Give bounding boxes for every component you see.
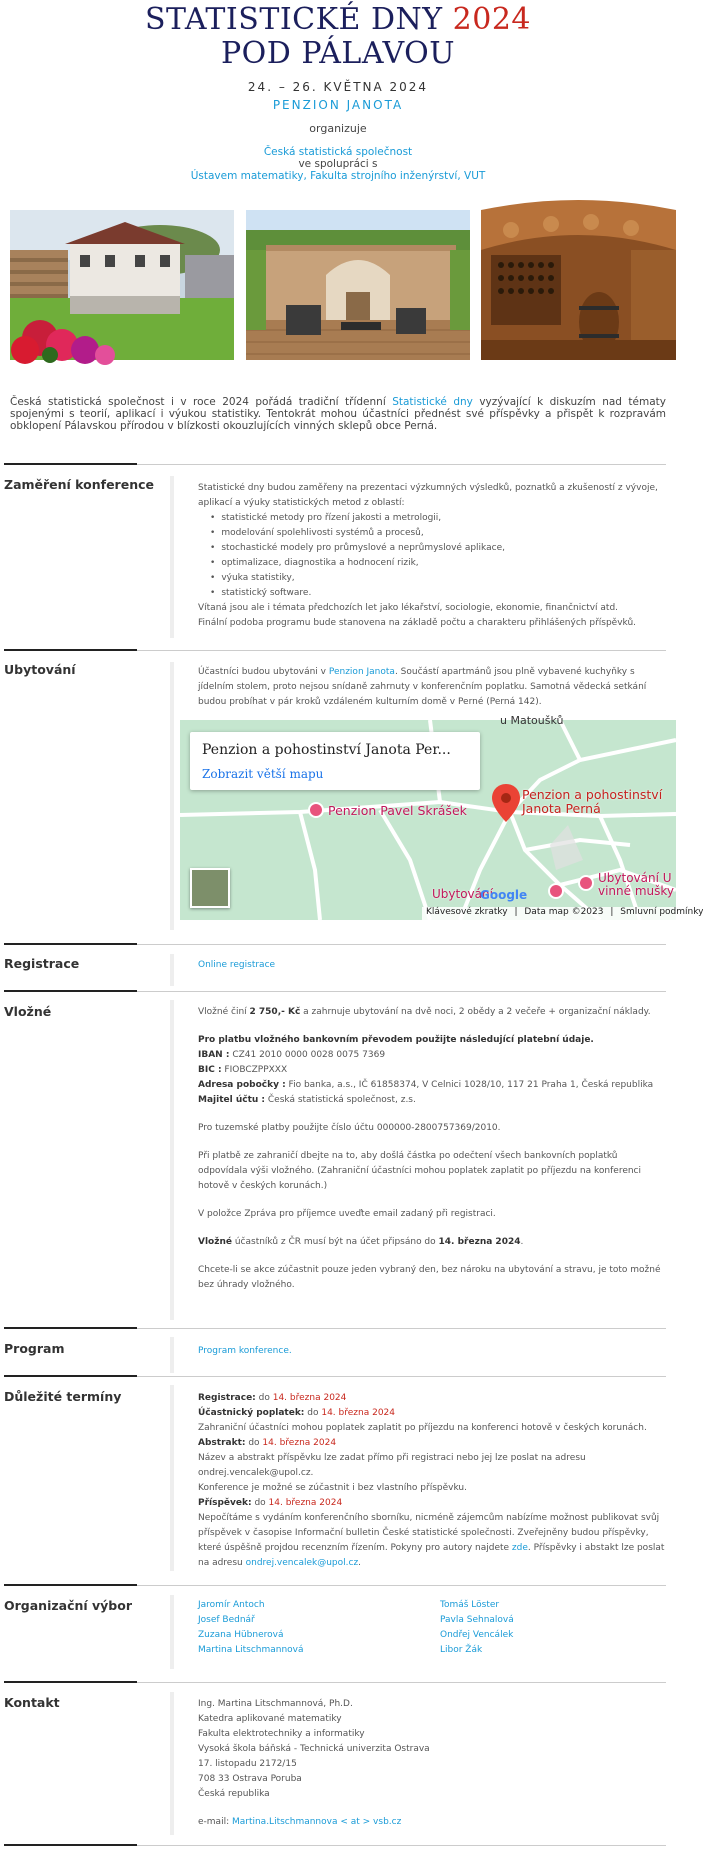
iban-label: IBAN :	[198, 1050, 230, 1060]
title-main: STATISTICKÉ DNY	[144, 2, 443, 37]
deadline-label: Příspěvek:	[198, 1498, 252, 1508]
page-subtitle: POD PÁLAVOU	[220, 36, 456, 71]
fee-deadline-row	[198, 1406, 666, 1421]
penzion-janota-link[interactable]: Penzion Janota	[328, 667, 395, 677]
event-dates: 24. – 26. KVĚTNA 2024	[247, 80, 429, 94]
accommodation-body	[198, 665, 666, 710]
fee-body	[198, 1005, 666, 1293]
abroad-note: Při platbě ze zahraničí dbejte na to, aby došlá částka po odečtení všech bankovních poplatků odpovídala výši vložného. (Zahraniční účastníci mohou poplatek zaplatit po příjezdu na konferenci hotově v českých korunách.)	[198, 1151, 642, 1191]
section-title-fee: Vložné	[4, 1004, 52, 1019]
fee-deadline-end: .	[520, 1237, 524, 1247]
section-divider	[4, 1328, 666, 1329]
committee-member-link[interactable]: Jaromír Antoch	[198, 1600, 265, 1610]
contribution-email-link[interactable]: ondrej.vencalek@upol.cz	[245, 1558, 359, 1568]
section-bar	[170, 662, 174, 930]
section-divider	[4, 944, 666, 945]
photo-penzion-garden	[10, 210, 234, 360]
focus-note: Finální podoba programu bude stanovena na základě počtu a charakteru přihlášených příspěvků.	[198, 618, 637, 628]
author-guidelines-link[interactable]: zde	[511, 1543, 528, 1553]
list-item: • statistický software.	[210, 586, 666, 601]
deadline-label: Účastnický poplatek:	[198, 1408, 305, 1418]
bic-value: FIOBCZPPXXX	[221, 1065, 288, 1075]
fee-text: Vložné činí	[198, 1007, 250, 1017]
focus-list	[210, 511, 666, 601]
map-pin-ubytovani1[interactable]	[548, 883, 564, 899]
domestic-account: Pro tuzemské platby použijte číslo účtu 000000-2800757369/2010.	[198, 1123, 501, 1133]
google-logo: Google	[480, 888, 528, 902]
fee-note: Zahraniční účastníci mohou poplatek zaplatit po příjezdu na konferenci hotově v českých korunách.	[198, 1423, 647, 1433]
section-title-dates: Důležité termíny	[4, 1389, 122, 1404]
map-embed[interactable]	[180, 714, 703, 920]
fee-value: 2 750,- Kč	[249, 1007, 301, 1017]
contact-body	[198, 1697, 666, 1830]
bic-row	[198, 1063, 666, 1078]
committee-left	[198, 1598, 304, 1658]
event-venue: PENZION JANOTA	[272, 98, 404, 112]
keyboard-shortcuts-link[interactable]: Klávesové zkratky	[426, 907, 508, 917]
committee-member-link[interactable]: Ondřej Vencálek	[440, 1630, 514, 1640]
contact-email-row	[198, 1815, 666, 1830]
accommodation-text: . Součástí apartmánů jsou plně vybavené kuchyňky s jídelním stolem, proto nejsou snídaně zahrnuty v konferenčním poplatku. Samotná vědecká setkání budou probíhat v pár kroků vzdáleném kulturním domě v Perné (Perná 142).	[198, 667, 647, 707]
deadline-prefix: do	[255, 1393, 273, 1403]
map-footer: Klávesové zkratky | Data map ©2023 | Smluvní podmínky	[422, 907, 676, 920]
committee-member-link[interactable]: Tomáš Löster	[440, 1600, 500, 1610]
intro-paragraph	[10, 396, 666, 432]
deadline-date: 14. března 2024	[321, 1408, 395, 1418]
contribution-note	[198, 1511, 666, 1571]
program-link[interactable]: Program konference.	[198, 1346, 292, 1356]
section-title-program: Program	[4, 1341, 65, 1356]
committee-member-link[interactable]: Zuzana Hübnerová	[198, 1630, 284, 1640]
statisticke-dny-link[interactable]: Statistické dny	[392, 396, 473, 408]
registration-deadline	[198, 1391, 666, 1406]
owner-value: Česká statistická společnost, z.s.	[265, 1095, 416, 1105]
map-label-ubytovani2	[598, 872, 674, 898]
focus-note: Vítaná jsou ale i témata předchozích let jako lékařství, sociologie, ekonomie, finančnictví atd.	[198, 603, 619, 613]
terms-link[interactable]: Smluvní podmínky	[620, 907, 703, 917]
organizes-label: organizuje	[309, 122, 367, 135]
map-label-ubytovani2-line: Ubytování U	[598, 871, 672, 885]
section-bar	[170, 1595, 174, 1669]
section-bar	[170, 1337, 174, 1373]
fee-deadline	[198, 1235, 666, 1250]
contribution-text: . Příspěvky i abstakt lze poslat na adresu	[198, 1543, 665, 1568]
contribution-deadline	[198, 1496, 666, 1511]
section-bar	[170, 1385, 174, 1571]
committee-member-link[interactable]: Libor Žák	[440, 1645, 483, 1655]
abstract-deadline	[198, 1436, 666, 1451]
list-item: • statistické metody pro řízení jakosti a metrologii,	[210, 511, 666, 526]
list-item: • výuka statistiky,	[210, 571, 666, 586]
map-pin-ubytovani2[interactable]	[578, 875, 594, 891]
section-title-accommodation: Ubytování	[4, 662, 76, 677]
map-label-top: u Matoušků	[500, 714, 564, 727]
deadline-label: Registrace:	[198, 1393, 256, 1403]
message-note: V položce Zpráva pro příjemce uveďte email zadaný při registraci.	[198, 1209, 496, 1219]
section-divider	[4, 991, 666, 992]
intro-text-2: vyzývající k diskuzím nad tématy spojenými s teorií, aplikací i výukou statistiky. Tentokrát mohou účastníci přednést své příspěvky a přispět k rozpravám obklopení Pálavskou přírodou v blízkosti okouzlujících vinných sklepů obce Perná.	[10, 396, 666, 432]
map-pin-main[interactable]	[492, 784, 520, 826]
online-registration-link[interactable]: Online registrace	[198, 960, 276, 970]
contact-line: Vysoká škola báňská - Technická univerzita Ostrava	[198, 1744, 430, 1754]
committee-member-link[interactable]: Pavla Sehnalová	[440, 1615, 514, 1625]
map-label-main-line: Penzion a pohostinství	[522, 787, 663, 802]
organizer-link[interactable]: Česká statistická společnost	[263, 146, 413, 158]
map-label-main-line: Janota Perná	[522, 801, 601, 816]
program-body	[198, 1344, 666, 1359]
iban-row	[198, 1048, 666, 1063]
abstract-email: ondrej.vencalek@upol.cz.	[198, 1468, 314, 1478]
deadline-date: 14. března 2024	[262, 1438, 337, 1448]
section-divider	[4, 1585, 666, 1586]
fee-deadline-date: 14. března 2024	[438, 1237, 521, 1247]
larger-map-link[interactable]: Zobrazit větší mapu	[202, 767, 324, 781]
list-item: • optimalizace, diagnostika a hodnocení rizik,	[210, 556, 666, 571]
committee-right	[440, 1598, 514, 1658]
fee-text: a zahrnuje ubytování na dvě noci, 2 obědy a 2 večeře + organizační náklady.	[300, 1007, 651, 1017]
branch-value: Fio banka, a.s., IČ 61858374, V Celnici 1028/10, 117 21 Praha 1, Česká republika	[285, 1080, 654, 1090]
partner-link[interactable]: Ústavem matematiky, Fakulta strojního inženýrství, VUT	[190, 170, 486, 182]
section-divider	[4, 464, 666, 465]
map-card-title: Penzion a pohostinství Janota Per...	[202, 742, 451, 758]
abstract-note: Konference je možné se zúčastnit i bez vlastního příspěvku.	[198, 1483, 467, 1493]
contact-line: 708 33 Ostrava Poruba	[198, 1774, 302, 1784]
committee-member-link[interactable]: Martina Litschmannová	[198, 1645, 304, 1655]
committee-member-link[interactable]: Josef Bednář	[198, 1615, 255, 1625]
owner-row	[198, 1093, 666, 1108]
map-label-main	[522, 788, 662, 816]
section-bar	[170, 954, 174, 986]
owner-label: Majitel účtu :	[198, 1095, 266, 1105]
bank-heading	[198, 1033, 666, 1048]
section-divider	[4, 1845, 666, 1846]
photo-terrace	[246, 210, 470, 360]
map-label-ubytovani2-line: vinné mušky	[598, 884, 675, 898]
contact-line: Katedra aplikované matematiky	[198, 1714, 342, 1724]
page-title	[0, 2, 676, 37]
accommodation-text: Účastníci budou ubytováni v	[198, 667, 329, 677]
deadline-label: Abstrakt:	[198, 1438, 246, 1448]
list-item: • modelování spolehlivosti systémů a procesů,	[210, 526, 666, 541]
deadline-date: 14. března 2024	[272, 1393, 347, 1403]
section-divider	[4, 1376, 666, 1377]
deadline-prefix: do	[304, 1408, 322, 1418]
section-title-registration: Registrace	[4, 956, 80, 971]
deadline-date: 14. března 2024	[268, 1498, 343, 1508]
map-info-card	[190, 732, 480, 790]
section-title-focus: Zaměření konference	[4, 477, 154, 492]
email-label: e-mail:	[198, 1817, 232, 1827]
map-data-label: Data map ©2023	[524, 907, 604, 917]
focus-text: Statistické dny budou zaměřeny na prezentaci výzkumných výsledků, poznatků a zkušeností z vývoje, aplikací a výuky statistických metod z oblastí:	[198, 483, 658, 508]
bic-label: BIC :	[198, 1065, 222, 1075]
section-bar	[170, 1692, 174, 1835]
contact-line: Ing. Martina Litschmannová, Ph.D.	[198, 1699, 353, 1709]
focus-body	[198, 481, 666, 631]
intro-text-1: Česká statistická společnost i v roce 2024 pořádá tradiční třídenní	[10, 396, 393, 408]
contribution-text-end: .	[358, 1558, 362, 1568]
map-label-skrasek: Penzion Pavel Skrášek	[328, 803, 467, 818]
dates-body	[198, 1391, 666, 1571]
section-bar	[170, 1000, 174, 1320]
registration-body	[198, 958, 666, 973]
list-item: • stochastické modely pro průmyslové a neprůmyslové aplikace,	[210, 541, 666, 556]
contact-email-link[interactable]: Martina.Litschmannova < at > vsb.cz	[231, 1817, 402, 1827]
deadline-prefix: do	[251, 1498, 269, 1508]
fee-amount	[198, 1005, 666, 1020]
abstract-note: Název a abstrakt příspěvku lze zadat přímo při registraci nebo jej lze poslat na adresu	[198, 1453, 586, 1463]
deadline-prefix: do	[245, 1438, 263, 1448]
section-bar	[170, 476, 174, 638]
contact-line: Fakulta elektrotechniky a informatiky	[198, 1729, 365, 1739]
contact-line: 17. listopadu 2172/15	[198, 1759, 297, 1769]
branch-row	[198, 1078, 666, 1093]
title-year: 2024	[452, 2, 532, 37]
photo-wine-cellar	[481, 210, 676, 360]
one-day-note: Chcete-li se akce zúčastnit pouze jeden vybraný den, bez nároku na ubytování a stravu, je toto možné bez úhrady vložného.	[198, 1265, 661, 1290]
contribution-text: Nepočítáme s vydáním konferenčního sborníku, nicméně zájemcům nabízíme možnost publikovat svůj příspěvek v časopise Informační bulletin České statistické společnosti. Zveřejněny budou příspěvky, které úspěšně projdou recenzním řízením. Pokyny pro autory najdete	[198, 1513, 660, 1553]
iban-value: CZ41 2010 0000 0028 0075 7369	[229, 1050, 386, 1060]
section-divider	[4, 650, 666, 651]
bank-heading-text: Pro platbu vložného bankovním převodem použijte následující platební údaje.	[198, 1035, 594, 1045]
section-divider	[4, 1682, 666, 1683]
cooperation-label: ve spolupráci s	[298, 158, 378, 170]
branch-label: Adresa pobočky :	[198, 1080, 286, 1090]
section-title-committee: Organizační výbor	[4, 1598, 133, 1613]
contact-line: Česká republika	[198, 1789, 270, 1799]
map-pin-skrasek[interactable]	[308, 802, 324, 818]
satellite-toggle[interactable]	[190, 868, 230, 908]
fee-deadline-text: účastníků z ČR musí být na účet připsáno do	[231, 1237, 439, 1247]
map-label-ubytovani1: Ubytování	[432, 887, 493, 901]
fee-deadline-label: Vložné	[198, 1237, 232, 1247]
section-title-contact: Kontakt	[4, 1695, 60, 1710]
